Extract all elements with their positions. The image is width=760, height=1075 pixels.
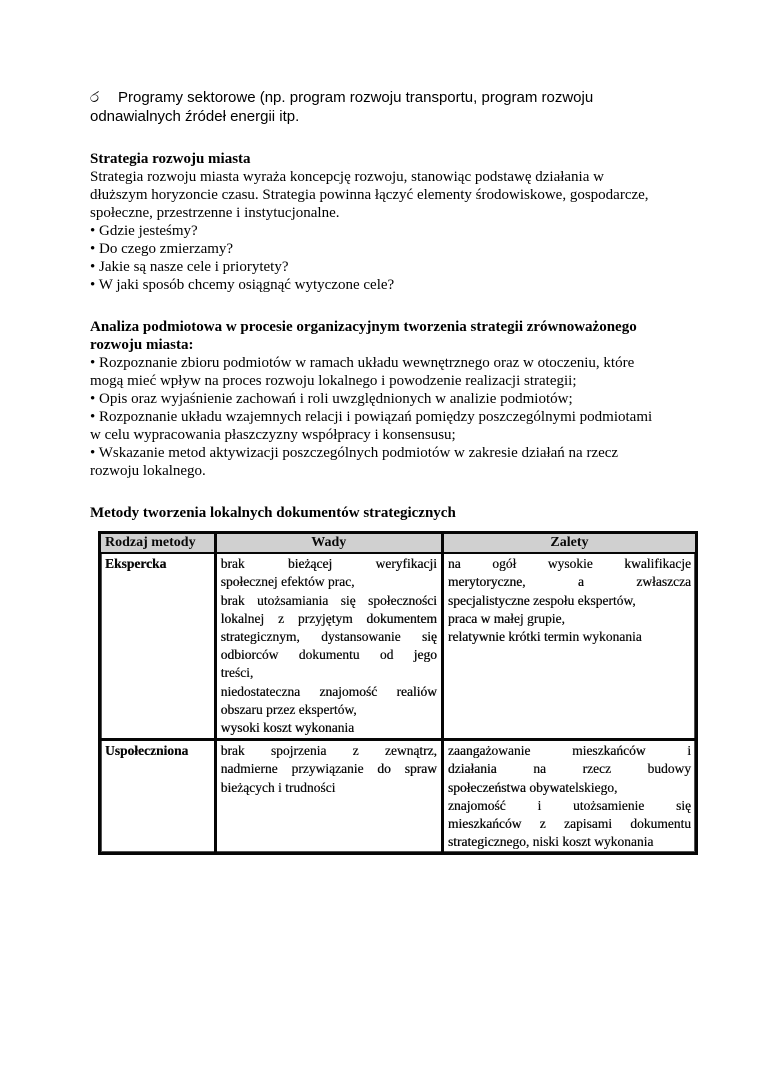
strategy-section xyxy=(90,150,690,294)
zalety-line: na ogół wysokie kwalifikacje xyxy=(447,556,691,572)
zalety-line: strategicznego, niski koszt wykonania xyxy=(447,834,654,850)
table-row-ekspercka xyxy=(101,553,695,740)
wady-line: bieżących i trudności xyxy=(220,779,336,795)
table-header-row xyxy=(101,534,695,553)
methods-table xyxy=(101,534,695,852)
analysis-body xyxy=(90,354,690,480)
zalety-line: znajomość i utożsamienie się xyxy=(447,797,691,813)
intro-text-2: odnawialnych źródeł energii itp. xyxy=(90,108,300,125)
taurus-bullet-icon: ර xyxy=(90,89,100,106)
strategy-body-line: dłuższym horyzoncie czasu. Strategia powinna łączyć elementy środowiskowe, gospodarcze, xyxy=(90,187,649,203)
analysis-line: • Rozpoznanie zbioru podmiotów w ramach układu wewnętrznego oraz w otoczeniu, które xyxy=(90,355,635,371)
column-header-method: Rodzaj metody xyxy=(101,534,215,553)
question-item: • Jakie są nasze cele i priorytety? xyxy=(90,259,289,275)
zalety-line: zaangażowanie mieszkańców i xyxy=(447,743,691,759)
question-item: • Gdzie jesteśmy? xyxy=(90,223,198,239)
analysis-line: • Rozpoznanie układu wzajemnych relacji i powiązań pomiędzy poszczególnymi podmiotami xyxy=(90,409,653,425)
analysis-heading-line: Analiza podmiotowa w procesie organizacyjnym tworzenia strategii zrównoważonego xyxy=(90,319,637,335)
intro-text-1: Programy sektorowe (np. program rozwoju transportu, program rozwoju xyxy=(118,89,594,106)
zalety-line: praca w małej grupie, xyxy=(447,610,565,626)
strategy-body xyxy=(90,168,690,222)
wady-cell xyxy=(215,740,442,853)
zalety-cell xyxy=(442,553,695,740)
table-row-uspoleczniona xyxy=(101,740,695,853)
wady-line: treści, xyxy=(220,665,254,681)
strategy-heading: Strategia rozwoju miasta xyxy=(90,151,251,167)
wady-line: brak utożsamiania się społeczności xyxy=(220,592,437,608)
methods-table-image xyxy=(98,531,698,855)
method-name: Uspołeczniona xyxy=(101,740,215,853)
wady-line: nadmierne przywiązanie do spraw xyxy=(220,761,437,777)
question-item: • W jaki sposób chcemy osiągnąć wytyczone cele? xyxy=(90,277,395,293)
wady-line: społecznej efektów prac, xyxy=(220,574,355,590)
wady-line: brak bieżącej weryfikacji xyxy=(220,556,437,572)
method-name: Ekspercka xyxy=(101,553,215,740)
methods-heading: Metody tworzenia lokalnych dokumentów strategicznych xyxy=(90,505,456,521)
strategy-body-line: Strategia rozwoju miasta wyraża koncepcję rozwoju, stanowiąc podstawę działania w xyxy=(90,169,604,185)
question-item: • Do czego zmierzamy? xyxy=(90,241,234,257)
document-page xyxy=(90,88,690,855)
wady-cell xyxy=(215,553,442,740)
zalety-line: merytoryczne, a zwłaszcza xyxy=(447,574,691,590)
zalety-line: społeczeństwa obywatelskiego, xyxy=(447,779,618,795)
methods-section xyxy=(90,504,690,855)
zalety-line: specjalistyczne zespołu ekspertów, xyxy=(447,592,636,608)
wady-line: odbiorców dokumentu od jego xyxy=(220,647,437,663)
strategy-questions xyxy=(90,222,690,294)
wady-line: wysoki koszt wykonania xyxy=(220,720,355,736)
wady-line: strategicznym, dystansowanie się xyxy=(220,629,437,645)
wady-line: brak spojrzenia z zewnątrz, xyxy=(220,743,437,759)
analysis-heading-line: rozwoju miasta: xyxy=(90,337,194,353)
zalety-line: mieszkańców z zapisami dokumentu xyxy=(447,816,691,832)
zalety-cell xyxy=(442,740,695,853)
zalety-line: relatywnie krótki termin wykonania xyxy=(447,629,642,645)
analysis-section xyxy=(90,318,690,480)
analysis-heading xyxy=(90,318,690,354)
analysis-line: mogą mieć wpływ na proces rozwoju lokalnego i powodzenie realizacji strategii; xyxy=(90,373,577,389)
column-header-zalety: Zalety xyxy=(442,534,695,553)
analysis-line: • Wskazanie metod aktywizacji poszczególnych podmiotów w zakresie działań na rzecz xyxy=(90,445,619,461)
analysis-line: w celu wypracowania płaszczyzny współpracy i konsensusu; xyxy=(90,427,456,443)
zalety-line: działania na rzecz budowy xyxy=(447,761,691,777)
strategy-body-line: społeczne, przestrzenne i instytucjonalne. xyxy=(90,205,340,221)
wady-line: niedostateczna znajomość realiów xyxy=(220,683,437,699)
analysis-line: • Opis oraz wyjaśnienie zachowań i roli uwzględnionych w analizie podmiotów; xyxy=(90,391,573,407)
intro-paragraph xyxy=(90,88,690,126)
analysis-line: rozwoju lokalnego. xyxy=(90,463,206,479)
intro-line-1 xyxy=(90,88,690,107)
wady-line: obszaru przez ekspertów, xyxy=(220,701,357,717)
column-header-wady: Wady xyxy=(215,534,442,553)
wady-line: lokalnej z przyjętym dokumentem xyxy=(220,610,437,626)
